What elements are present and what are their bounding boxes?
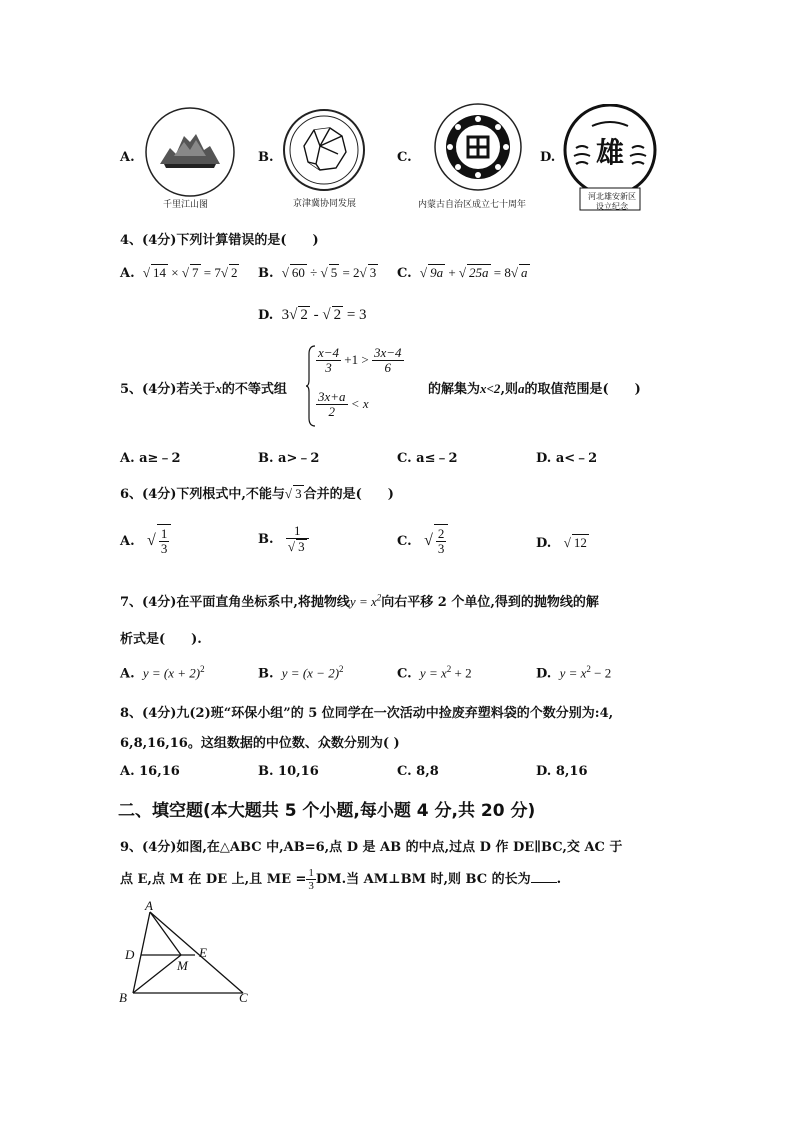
q3-option-d-letter: D. (540, 150, 556, 165)
q3-option-d-caption2: 设立纪念 (596, 202, 628, 211)
q3-option-a-caption: 千里江山图 (163, 200, 209, 210)
q3-option-a-emblem (144, 106, 236, 210)
label-m: M (177, 958, 188, 973)
q5-stem-tail: 的解集为x<2,则a的取值范围是( ) (428, 381, 641, 397)
q8-line2: 6,8,16,16。这组数据的中位数、众数分别为( ) (120, 736, 400, 751)
segment-ac (150, 912, 243, 993)
q5-option-a: A. a≥﹣2 (120, 451, 181, 466)
q3-option-c-caption: 内蒙古自治区成立七十周年 (418, 200, 527, 210)
q4-option-d: D. 3√ 2 - √ 2 = 3 (258, 307, 367, 323)
segment-am (150, 912, 181, 955)
q5-inequality-1: $\frac{x-4}{3}$ +1 > $\frac{3x-4}{6}$ (318, 345, 402, 376)
q3-option-c-emblem (432, 102, 524, 202)
q5-stem: 5、(4分)若关于x的不等式组 (120, 381, 287, 397)
label-d: D (125, 947, 135, 962)
q9-line1: 9、(4分)如图,在△ABC 中,AB=6,点 D 是 AB 的中点,过点 D 作 DE∥BC,交 AC 于 (120, 840, 623, 855)
q3-option-d-caption1: 河北雄安新区 (588, 192, 636, 201)
triangle-figure (115, 898, 265, 1008)
q5-option-d: D. a<﹣2 (536, 451, 598, 466)
label-c: C (239, 990, 248, 1005)
q7-line1: 7、(4分)在平面直角坐标系中,将抛物线$y = x^2$向右平移 2 个单位,得到的抛物线的解 (120, 592, 599, 610)
q7-option-b: B. $y = (x - 2)^2$ (258, 664, 344, 682)
q3-option-b-caption: 京津冀协同发展 (293, 199, 357, 209)
q4-stem: 4、(4分)下列计算错误的是( ) (120, 233, 319, 248)
q8-option-b: B. 10,16 (258, 764, 319, 779)
q5-inequality-2: $\frac{3x+a}{2}$ < x (318, 389, 369, 420)
q6-option-d: D. √ 12 (536, 535, 587, 551)
q3-option-b-letter: B. (258, 150, 274, 165)
q7-option-c: C. $y = x^2 + 2$ (397, 664, 472, 682)
q8-option-d: D. 8,16 (536, 764, 588, 779)
q7-option-a: A. $y = (x + 2)^2$ (120, 664, 205, 682)
q3-option-a-letter: A. (120, 150, 135, 165)
q7-line2: 析式是( ). (120, 632, 202, 647)
q9-line2: 点 E,点 M 在 DE 上,且 ME = $\frac{1}{3}$ DM.当 AM⊥BM 时,则 BC 的长为 . (120, 867, 562, 893)
q8-option-c: C. 8,8 (397, 764, 439, 779)
q3-option-c-letter: C. (397, 150, 412, 165)
xiong-character: 雄 (595, 136, 625, 169)
q8-option-a: A. 16,16 (120, 764, 180, 779)
q6-option-c: C. √ $\frac{2}{3}$ (397, 524, 448, 557)
answer-blank (531, 870, 557, 883)
label-a: A (145, 898, 153, 913)
q4-option-a: A. √ 14 × √ 7 = 7√ 2 (120, 265, 238, 281)
label-e: E (199, 945, 207, 960)
q6-option-a: A. √ $\frac{1}{3}$ (120, 524, 171, 557)
label-b: B (119, 990, 127, 1005)
q6-option-b: B. $\frac{1}{√ 3}$ (258, 524, 309, 555)
q5-option-c: C. a≤﹣2 (397, 451, 458, 466)
q8-line1: 8、(4分)九(2)班“环保小组”的 5 位同学在一次活动中捡废弃塑料袋的个数分别为:4, (120, 706, 614, 721)
q7-option-d: D. $y = x^2 - 2$ (536, 664, 612, 682)
q5-option-b: B. a>﹣2 (258, 451, 320, 466)
q4-option-c: C. √ 9a + √ 25a = 8√ a (397, 265, 528, 281)
q4-option-b: B. √ 60 ÷ √ 5 = 2√ 3 (258, 265, 377, 281)
q3-option-b-emblem (280, 108, 372, 208)
section-heading: 二、填空题(本大题共 5 个小题,每小题 4 分,共 20 分) (118, 801, 536, 821)
q6-stem: 6、(4分)下列根式中,不能与√ 3 合并的是( ) (120, 486, 394, 502)
